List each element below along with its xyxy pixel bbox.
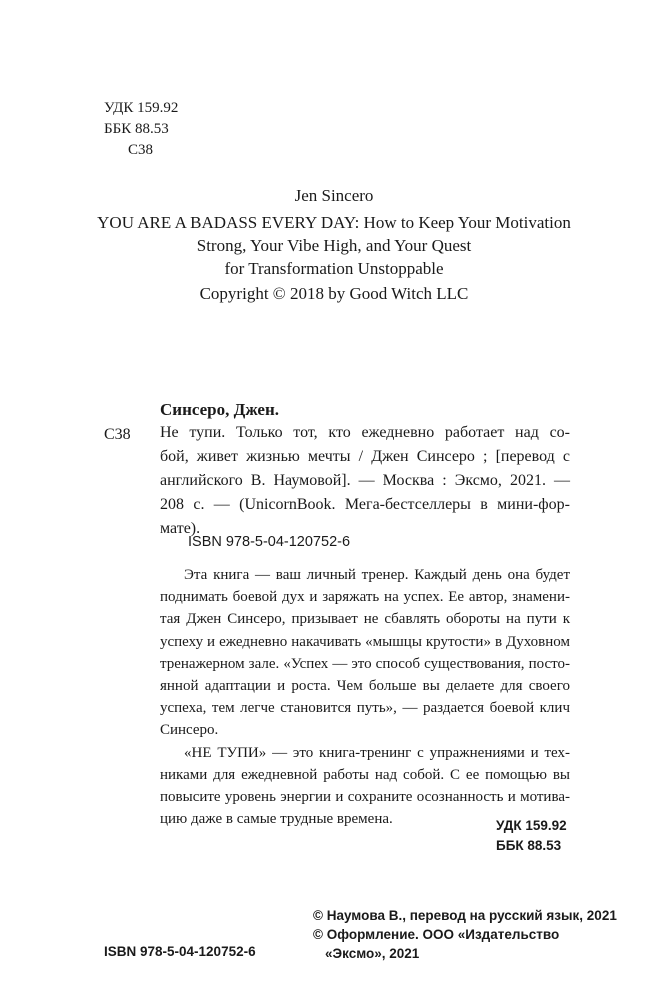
annotation-line: янной адаптации и роста. Чем больше вы делаете для своего	[160, 678, 570, 695]
udk-code: УДК 159.92	[104, 100, 179, 116]
bibliographic-line: мате).	[160, 520, 201, 537]
copyright-line: © Оформление. ООО «Издательство	[313, 927, 560, 942]
bibliographic-line: бой, живет жизнью мечты / Джен Синсеро ; [перевод с	[160, 448, 570, 465]
annotation	[160, 564, 570, 830]
annotation-line: тая Джен Синсеро, призывает не сбавлять обороты на пути к	[160, 611, 570, 628]
annotation-line: цию даже в самые трудные времена.	[160, 811, 393, 828]
classification-codes-top	[104, 98, 178, 161]
bibliographic-author-heading: Синсеро, Джен.	[160, 400, 280, 419]
annotation-line: никами для ежедневной работы над собой. С ее помощью вы	[160, 766, 570, 783]
original-title	[60, 211, 608, 280]
copyright-notices	[313, 906, 617, 963]
isbn-bottom: ISBN 978-5-04-120752-6	[104, 944, 256, 959]
bibliographic-line: 208 с. — (UnicornBook. Мега-бестселлеры в мини-фор-	[160, 496, 570, 513]
original-title-line: Strong, Your Vibe High, and Your Quest	[196, 236, 472, 255]
bibliographic-line: Не тупи. Только тот, кто ежедневно работает над со-	[160, 424, 570, 441]
bbk-code: ББК 88.53	[496, 838, 562, 853]
udk-code: УДК 159.92	[496, 818, 567, 833]
original-copyright: Copyright © 2018 by Good Witch LLC	[199, 284, 469, 303]
annotation-line: успеху и ежедневно накачивать «мышцы крутости» в Духовном	[160, 633, 570, 650]
author-mark: С38	[128, 142, 154, 158]
bibliographic-line: английского В. Наумовой]. — Москва : Эксмо, 2021. —	[160, 472, 570, 489]
annotation-line: успеха, тем легче становится путь», — раздается боевой клич	[160, 700, 570, 717]
isbn: ISBN 978-5-04-120752-6	[188, 534, 351, 550]
copyright-line: «Эксмо», 2021	[325, 946, 420, 961]
original-title-line: YOU ARE A BADASS EVERY DAY: How to Keep Your Motivation	[97, 213, 571, 232]
bibliographic-author-mark: С38	[104, 426, 131, 443]
original-title-line: for Transformation Unstoppable	[224, 259, 444, 278]
annotation-line: «НЕ ТУПИ» — это книга-тренинг с упражнениями и тех-	[184, 744, 570, 761]
bibliographic-description	[160, 421, 570, 541]
annotation-line: Синсеро.	[160, 722, 219, 739]
annotation-line: поднимать боевой дух и заряжать на успех. Ее автор, знамени-	[160, 589, 570, 606]
original-author: Jen Sincero	[294, 186, 374, 205]
classification-codes-bottom	[496, 816, 567, 856]
annotation-line: тренажерном зале. «Успех — это способ существования, посто-	[160, 655, 570, 672]
bbk-code: ББК 88.53	[104, 121, 169, 137]
annotation-line: Эта книга — ваш личный тренер. Каждый день она будет	[184, 567, 570, 583]
annotation-line: повысите уровень энергии и сохраните осознанность и мотива-	[160, 789, 570, 806]
copyright-line: © Наумова В., перевод на русский язык, 2021	[313, 908, 617, 923]
